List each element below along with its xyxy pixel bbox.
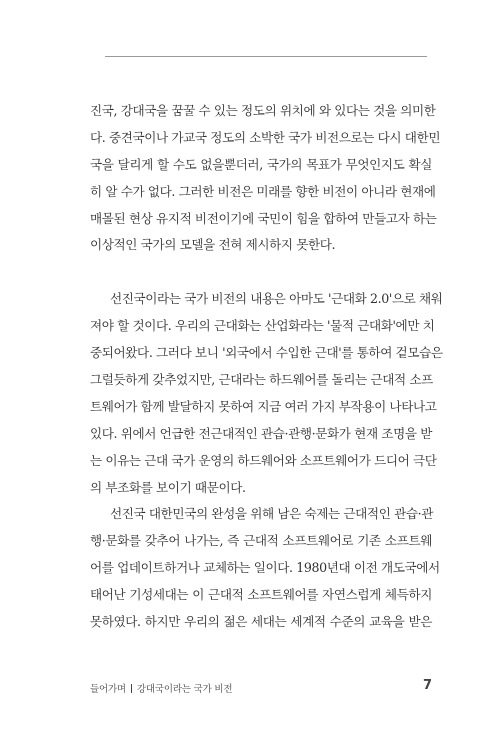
text-line: 매몰된 현상 유지적 비전이기에 국민이 힘을 합하여 만들고자 하는 [90, 210, 437, 226]
header-rule [105, 56, 427, 57]
text-line: 의 부조화를 보이기 때문이다. [90, 479, 246, 495]
text-line: 선진국이라는 국가 비전의 내용은 아마도 '근대화 2.0'으로 채워 [110, 291, 443, 307]
page-number: 7 [422, 678, 432, 693]
text-line: 못하였다. 하지만 우리의 젊은 세대는 세계적 수준의 교육을 받은 [90, 614, 432, 630]
text-line: 태어난 기성세대는 이 근대적 소프트웨어를 자연스럽게 체득하지 [90, 587, 432, 603]
text-line: 이상적인 국가의 모델을 전혀 제시하지 못한다. [90, 237, 336, 253]
text-line: 히 알 수가 없다. 그러한 비전은 미래를 향한 비전이 아니라 현재에 [90, 183, 436, 199]
text-line: 중되어왔다. 그러다 보니 '외국에서 수입한 근대'를 통하여 겉모습은 [90, 345, 443, 361]
text-line: 있다. 위에서 언급한 전근대적인 관습·관행·문화가 현재 조명을 받 [90, 425, 432, 441]
paragraph-gap [90, 259, 432, 286]
footer-separator [131, 684, 132, 693]
text-line: 행·문화를 갖추어 나가는, 즉 근대적 소프트웨어로 기존 소프트웨 [90, 533, 432, 549]
running-footer [90, 681, 232, 695]
text-line: 어를 업데이트하거나 교체하는 일이다. 1980년대 이전 개도국에서 [90, 560, 440, 576]
footer-section: 들어가며 [90, 684, 126, 695]
text-line: 그럴듯하게 갖추었지만, 근대라는 하드웨어를 돌리는 근대적 소프 [90, 372, 433, 388]
text-line: 선진국 대한민국의 완성을 위해 남은 숙제는 근대적인 관습·관 [110, 506, 433, 522]
text-line: 진국, 강대국을 꿈꿀 수 있는 정도의 위치에 와 있다는 것을 의미한 [90, 103, 436, 118]
body-text [90, 98, 443, 636]
footer-chapter: 강대국이라는 국가 비전 [136, 684, 233, 695]
text-line: 져야 할 것이다. 우리의 근대화는 산업화라는 '물적 근대화'에만 치 [90, 318, 435, 334]
text-line: 는 이유는 근대 국가 운영의 하드웨어와 소프트웨어가 드디어 극단 [90, 452, 437, 468]
page-footer [90, 678, 432, 698]
text-line: 트웨어가 함께 발달하지 못하여 지금 여러 가지 부작용이 나타나고 [90, 398, 437, 414]
text-line: 다. 중견국이나 가교국 정도의 소박한 국가 비전으로는 다시 대한민 [90, 129, 441, 145]
text-line: 국을 달리게 할 수도 없을뿐더러, 국가의 목표가 무엇인지도 확실 [90, 156, 432, 172]
